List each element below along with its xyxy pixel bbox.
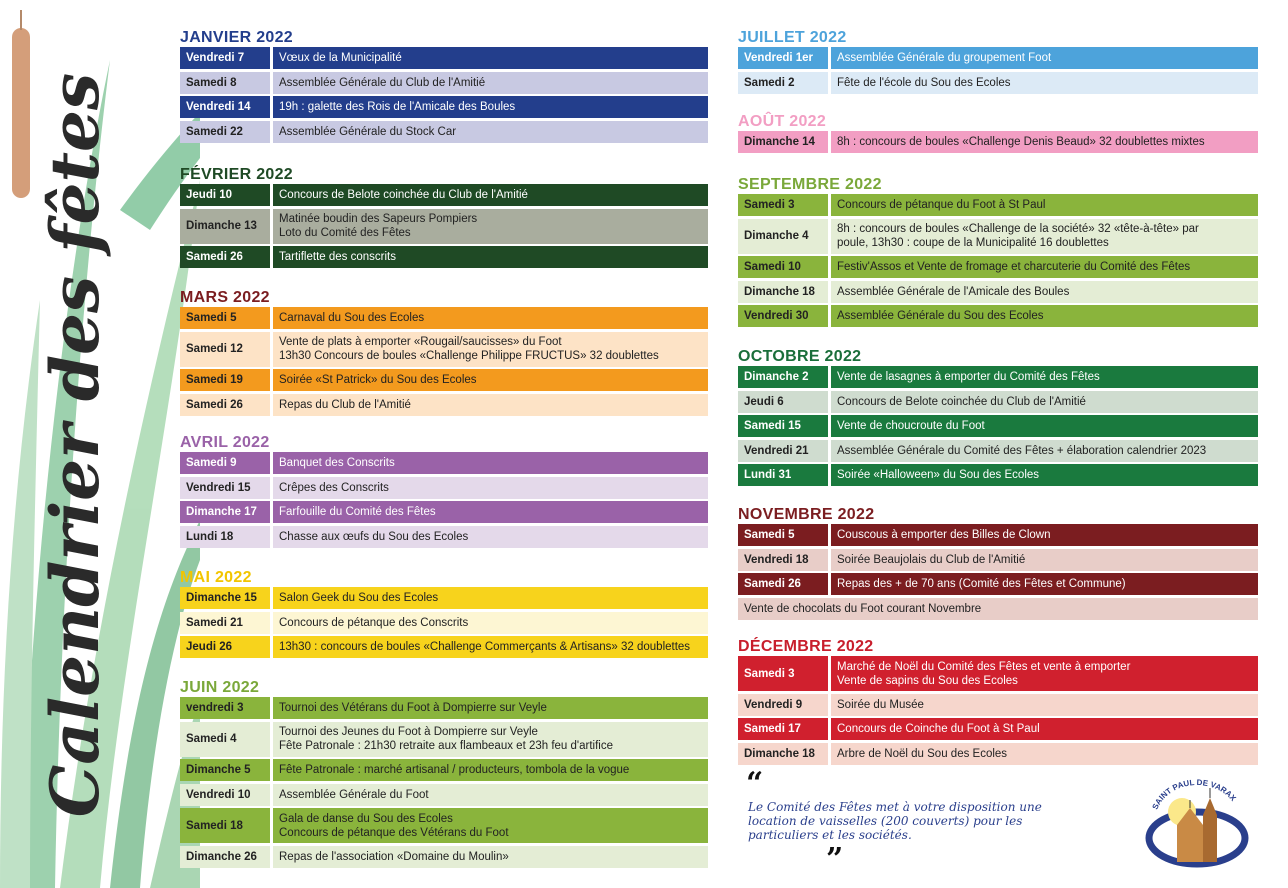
event-row [180,526,708,548]
event-row [738,366,1258,388]
event-date: vendredi 3 [180,697,270,719]
event-date: Dimanche 4 [738,219,828,254]
event-date: Samedi 9 [180,452,270,474]
event-description [273,722,708,757]
event-line: Assemblée Générale du Club de l'Amitié [279,76,486,89]
event-line: 13h30 : concours de boules «Challenge Commerçants & Artisans» 32 doublettes [279,641,691,653]
event-row [738,256,1258,278]
event-description [831,524,1258,546]
event-row [738,219,1258,254]
month-septembre [738,175,1258,330]
month-title: NOVEMBRE 2022 [738,506,875,523]
event-description [273,526,708,548]
event-line: Assemblée Générale du Foot [279,788,429,801]
event-line: Soirée du Musée [837,698,924,711]
dishware-rental-note [746,766,1106,877]
event-date: Dimanche 14 [738,131,828,153]
event-line: Fête Patronale : marché artisanal / producteurs, tombola de la vogue [279,764,630,776]
event-row [180,209,708,244]
event-row [180,587,708,609]
event-row [180,332,708,367]
event-line: 19h : galette des Rois de l'Amicale des Boules [279,101,516,113]
event-description [831,464,1258,486]
event-description [273,501,708,523]
event-description [738,598,1258,620]
event-line: Vente de plats à emporter «Rougail/saucisses» du Foot [279,336,562,348]
event-row [738,718,1258,740]
event-date: Samedi 5 [738,524,828,546]
event-row [180,722,708,757]
open-quote-icon: “ [746,766,764,801]
event-line: 8h : concours de boules «Challenge Denis Beaud» 32 doublettes mixtes [837,136,1205,148]
event-date: Vendredi 9 [738,694,828,716]
event-line: Fête de l'école du Sou des Ecoles [837,76,1011,89]
event-line: Assemblée Générale de l'Amicale des Boules [837,285,1070,298]
event-row [738,549,1258,571]
note-text: Le Comité des Fêtes met à votre disposition une location de vaisselles (200 couverts) pour les particuliers et les sociétés. [748,800,1042,842]
event-description [831,47,1258,69]
event-row [738,743,1258,765]
event-description [273,784,708,806]
event-date: Jeudi 10 [180,184,270,206]
event-date: Samedi 26 [180,394,270,416]
event-date: Dimanche 13 [180,209,270,244]
event-row [180,452,708,474]
event-date: Samedi 8 [180,72,270,94]
event-line: Tournoi des Vétérans du Foot à Dompierre sur Veyle [279,702,547,714]
event-date: Dimanche 17 [180,501,270,523]
event-row [738,656,1258,691]
event-row [180,184,708,206]
event-line: Matinée boudin des Sapeurs Pompiers [279,213,478,225]
event-row [738,573,1258,595]
event-description [273,759,708,781]
event-row [180,697,708,719]
event-row [738,440,1258,462]
event-date: Samedi 5 [180,307,270,329]
event-line: Tournoi des Jeunes du Foot à Dompierre sur Veyle [279,726,538,738]
event-line: Vœux de la Municipalité [279,52,402,64]
event-line: poule, 13h30 : coupe de la Municipalité 16 doublettes [837,237,1109,249]
event-description [273,47,708,69]
event-description [831,415,1258,437]
event-row [180,121,708,143]
event-date: Samedi 26 [180,246,270,268]
event-row [738,281,1258,303]
event-row [180,246,708,268]
village-logo [1142,770,1252,870]
month-title: JUILLET 2022 [738,29,847,46]
event-date: Samedi 15 [738,415,828,437]
event-date: Vendredi 15 [180,477,270,499]
event-description [831,718,1258,740]
event-line: Repas du Club de l'Amitié [279,398,411,411]
event-row [180,394,708,416]
event-date: Samedi 4 [180,722,270,757]
event-description [831,256,1258,278]
month-title: DÉCEMBRE 2022 [738,638,874,655]
event-line: Arbre de Noël du Sou des Ecoles [837,747,1008,760]
event-description [273,121,708,143]
event-description [273,96,708,118]
event-description [273,452,708,474]
event-date: Samedi 3 [738,194,828,216]
event-row [738,305,1258,327]
month-avril [180,433,708,550]
event-line: Vente de sapins du Sou des Ecoles [837,674,1018,687]
event-line: Farfouille du Comité des Fêtes [279,506,436,518]
month-juin [180,678,708,870]
month-title: JANVIER 2022 [180,29,293,46]
event-date: Vendredi 21 [738,440,828,462]
event-line: Gala de danse du Sou des Ecoles [279,812,453,825]
event-description [273,587,708,609]
event-line: Marché de Noël du Comité des Fêtes et vente à emporter [837,660,1131,673]
event-line: Chasse aux œufs du Sou des Ecoles [279,530,469,543]
event-line: Assemblée Générale du Comité des Fêtes + élaboration calendrier 2023 [837,444,1207,457]
event-line: Soirée «St Patrick» du Sou des Ecoles [279,374,477,386]
event-description [273,72,708,94]
event-line: Repas des + de 70 ans (Comité des Fêtes et Commune) [837,578,1126,590]
event-description [273,636,708,658]
event-row [180,846,708,868]
event-row [180,784,708,806]
event-line: Fête Patronale : 21h30 retraite aux flambeaux et 23h feu d'artifice [279,740,613,752]
event-row [738,464,1258,486]
event-description [273,808,708,843]
event-line: Salon Geek du Sou des Ecoles [279,592,439,604]
logo-text: SAINT PAUL DE VARAX [1150,777,1238,811]
event-row [180,501,708,523]
event-date: Lundi 18 [180,526,270,548]
event-line: Concours de Belote coinchée du Club de l'Amitié [279,189,528,201]
event-description [273,369,708,391]
event-line: Loto du Comité des Fêtes [279,227,411,239]
event-date: Samedi 10 [738,256,828,278]
event-description [273,184,708,206]
month-février [180,165,708,271]
event-date: Vendredi 18 [738,549,828,571]
event-line: Vente de lasagnes à emporter du Comité des Fêtes [837,371,1100,383]
event-line: Concours de Coinche du Foot à St Paul [837,723,1040,735]
month-title: FÉVRIER 2022 [180,166,293,183]
event-description [831,366,1258,388]
event-date: Vendredi 14 [180,96,270,118]
event-description [831,391,1258,413]
event-line: Couscous à emporter des Billes de Clown [837,529,1051,541]
event-date: Samedi 12 [180,332,270,367]
event-line: 13h30 Concours de boules «Challenge Philippe FRUCTUS» 32 doublettes [279,350,659,362]
event-description [273,394,708,416]
event-row [738,694,1258,716]
event-date: Lundi 31 [738,464,828,486]
month-mars [180,288,708,418]
event-date: Dimanche 5 [180,759,270,781]
event-description [831,194,1258,216]
event-line: Concours de pétanque du Foot à St Paul [837,199,1046,211]
event-row [180,47,708,69]
event-line: Vente de chocolats du Foot courant Novembre [744,602,982,615]
event-line: Concours de pétanque des Vétérans du Foot [279,826,509,839]
event-line: Concours de pétanque des Conscrits [279,616,469,629]
event-row [180,307,708,329]
event-line: Tartiflette des conscrits [279,251,396,263]
page-title: Calendrier des fêtes [36,72,114,818]
event-line: Assemblée Générale du Sou des Ecoles [837,310,1044,322]
month-title: MAI 2022 [180,569,252,586]
event-line: Banquet des Conscrits [279,457,395,469]
event-description [831,281,1258,303]
event-row [738,391,1258,413]
event-row [180,477,708,499]
event-description [831,305,1258,327]
event-date: Samedi 21 [180,612,270,634]
cattail-icon [12,28,30,198]
event-description [831,656,1258,691]
event-date: Dimanche 2 [738,366,828,388]
event-date: Jeudi 26 [180,636,270,658]
event-date: Dimanche 18 [738,743,828,765]
event-row [180,72,708,94]
event-line: Assemblée Générale du groupement Foot [837,52,1052,64]
month-title: JUIN 2022 [180,679,260,696]
event-description [273,612,708,634]
event-row [738,598,1258,620]
event-description [831,131,1258,153]
event-line: 8h : concours de boules «Challenge de la société» 32 «tête-à-tête» par [837,223,1199,235]
event-row [180,369,708,391]
event-row [738,72,1258,94]
event-description [273,846,708,868]
event-description [831,573,1258,595]
event-description [831,549,1258,571]
month-octobre [738,347,1258,489]
event-line: Crêpes des Conscrits [279,481,389,494]
event-line: Festiv'Assos et Vente de fromage et charcuterie du Comité des Fêtes [837,261,1191,273]
month-janvier [180,28,708,145]
event-date: Dimanche 18 [738,281,828,303]
event-line: Carnaval du Sou des Ecoles [279,312,425,324]
event-description [831,219,1258,254]
event-line: Soirée Beaujolais du Club de l'Amitié [837,553,1026,566]
event-date: Vendredi 1er [738,47,828,69]
event-row [180,808,708,843]
event-date: Vendredi 30 [738,305,828,327]
month-juillet [738,28,1258,96]
event-description [273,307,708,329]
event-date: Dimanche 26 [180,846,270,868]
event-row [738,131,1258,153]
month-décembre [738,637,1258,767]
event-line: Soirée «Halloween» du Sou des Ecoles [837,469,1040,481]
month-title: AVRIL 2022 [180,434,270,451]
event-row [180,636,708,658]
event-row [738,524,1258,546]
month-title: OCTOBRE 2022 [738,348,862,365]
event-row [738,415,1258,437]
close-quote-icon: ” [826,842,844,877]
event-line: Vente de choucroute du Foot [837,420,985,432]
event-date: Samedi 3 [738,656,828,691]
event-description [273,697,708,719]
event-date: Samedi 17 [738,718,828,740]
event-description [273,477,708,499]
event-description [273,209,708,244]
event-description [273,246,708,268]
event-date: Samedi 22 [180,121,270,143]
month-title: MARS 2022 [180,289,270,306]
event-date: Vendredi 7 [180,47,270,69]
month-novembre [738,505,1258,622]
event-date: Samedi 26 [738,573,828,595]
event-description [831,72,1258,94]
event-row [180,612,708,634]
month-août [738,112,1258,156]
month-title: AOÛT 2022 [738,113,827,130]
event-description [273,332,708,367]
event-row [738,47,1258,69]
event-row [180,96,708,118]
event-date: Vendredi 10 [180,784,270,806]
event-description [831,694,1258,716]
event-date: Dimanche 15 [180,587,270,609]
event-row [738,194,1258,216]
event-line: Concours de Belote coinchée du Club de l'Amitié [837,395,1086,408]
event-description [831,743,1258,765]
event-date: Samedi 2 [738,72,828,94]
event-line: Assemblée Générale du Stock Car [279,125,457,138]
month-mai [180,568,708,661]
event-line: Repas de l'association «Domaine du Moulin» [279,850,509,863]
event-date: Samedi 19 [180,369,270,391]
month-title: SEPTEMBRE 2022 [738,176,882,193]
event-date: Jeudi 6 [738,391,828,413]
event-row [180,759,708,781]
event-description [831,440,1258,462]
event-date: Samedi 18 [180,808,270,843]
